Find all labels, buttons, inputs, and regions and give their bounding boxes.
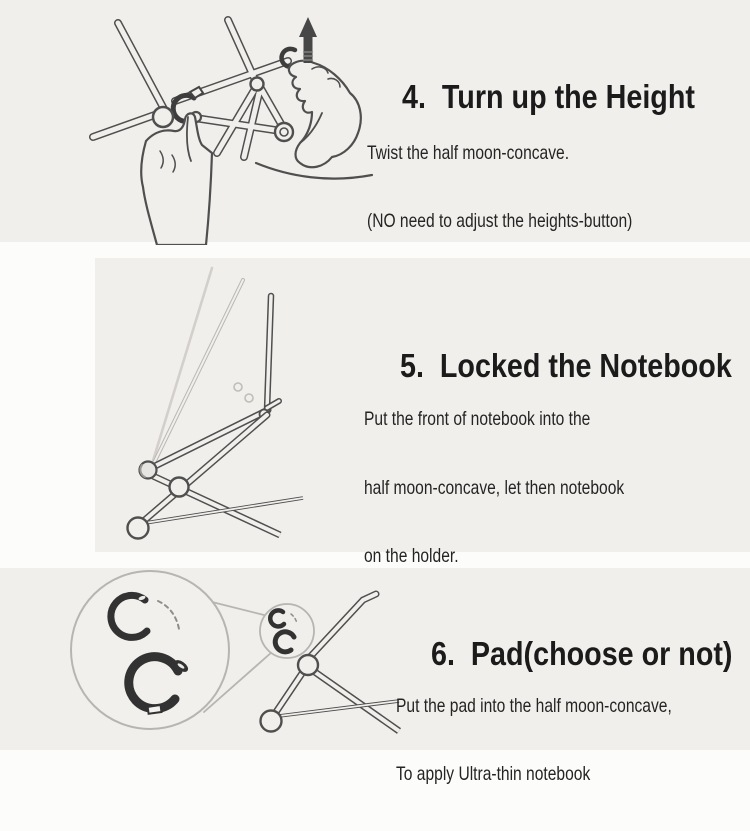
right-hinge [251,78,264,91]
step-4-body-line-2: (NO need to adjust the heights-button) [367,209,633,232]
stand-hinge [298,655,318,675]
stand-foot [261,711,282,732]
step-6-body-line-2: To apply Ultra-thin notebook [396,762,591,785]
step-4-body [367,97,699,278]
left-hinge [153,107,173,127]
right-hand [256,61,372,179]
step-4-body-line-1: Twist the half moon-concave. [367,142,570,164]
leg-hinge [170,478,189,497]
step-5-heading-text: 5. Locked the Notebook [399,347,732,384]
left-hand [141,113,212,245]
hands-twisting-stand-illustration [60,5,380,245]
magnified-pads-illustration [55,560,410,750]
step-5-body [364,362,689,614]
step-5-body-line-1: Put the front of notebook into the [364,408,591,430]
step-4-heading-text: 4. Turn up the Height [401,78,695,115]
foot [128,518,149,539]
step-6-heading-text: 6. Pad(choose or not) [430,635,733,672]
step-5-body-line-3: on the holder. [364,545,459,567]
step-6-body-line-1: Put the pad into the half moon-concave, [396,695,672,717]
step-6-body [396,650,741,831]
step-5-body-line-2: half moon-concave, let then notebook [364,476,625,499]
up-arrow-icon [299,17,317,63]
stand-with-notebook-illustration [95,258,385,548]
